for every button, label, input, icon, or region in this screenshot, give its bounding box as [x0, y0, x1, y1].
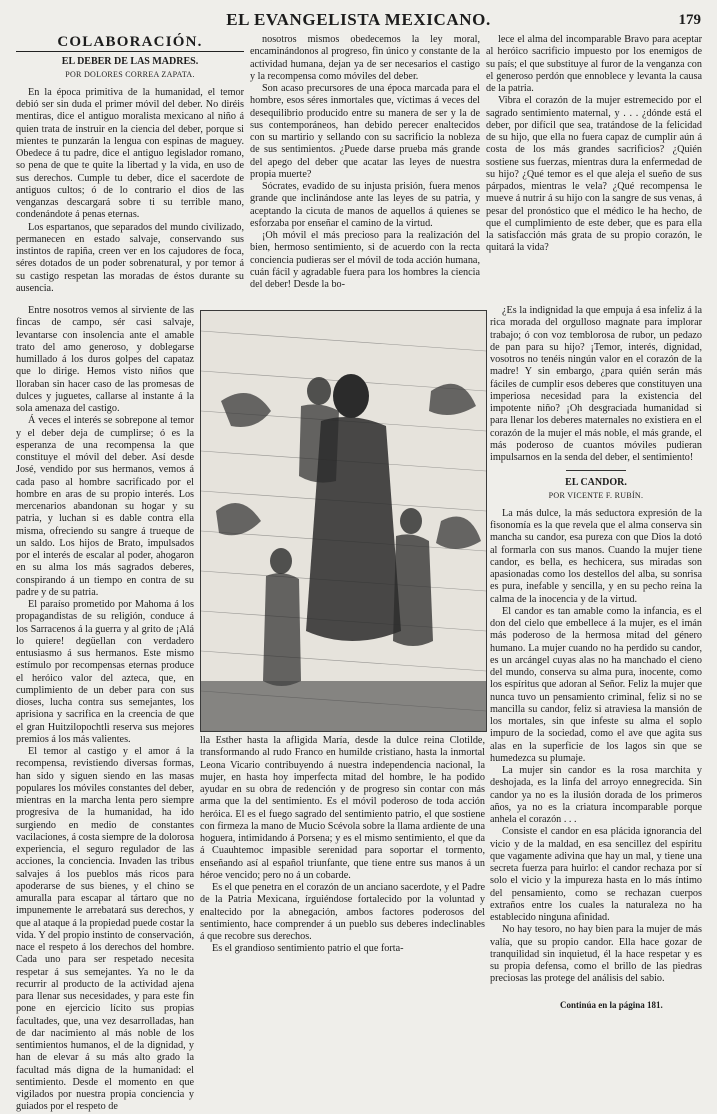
paragraph: Es el grandioso sentimiento patrio el que forta-: [212, 943, 404, 955]
paragraph: Entre nosotros vemos al sirviente de las fincas de campo, sér casi salvaje, levantarse con insolencia ante el amable trato del amo generoso, y doblegarse humillado á los duros golpes del capataz que lo dirige. Hemos visto niños que lloraban sin hacer caso de las promesas de dulces y juguetes, callarse al instante á la sola amenaza del castigo.: [16, 305, 194, 414]
column-1-continued: [16, 305, 194, 1114]
continued-note: Continúa en la página 181.: [560, 1000, 663, 1010]
paragraph: Sócrates, evadido de su injusta prisión, fuera menos grande que inclinándose ante las leyes de su patria, y aceptando la cicuta de manos de aquellos á quienes se esforzaba por enseñar el camino de la virtud.: [250, 181, 480, 229]
paragraph: Vibra el corazón de la mujer estremecido por el sagrado sentimiento maternal, y . . . ¿dónde está el deber, por difícil que sea, tratándose de la felicidad de su hijo, que ella no fuera capaz de cumplir aún á costa de los más grandes sacrificios? ¿Quién sostiene sus fuerzas, mientras dura la enfermedad de su hijo? ¿Qué temor es el que aleja el sueño de sus párpados, mientras le vela? ¿Qué recompensa le mueve á nutrir á su hijo con la sangre de sus venas, á pesar del pronóstico que el médico le ha hecho, de que el cumplimiento de este deber, que es para ella la satisfacción más grata de su propio corazón, le quitará la vida?: [486, 95, 702, 254]
newspaper-title: EL EVANGELISTA MEXICANO.: [226, 10, 491, 29]
paragraph: Los espartanos, que separados del mundo civilizado, permanecen en estado salvaje, conservando sus instintos de rapiña, creen ver en los cajudores de foca, séres dotados de un poder sobrenatural, y por temor á su castigo respetan las moradas de éstos durante su ausencia.: [16, 221, 244, 294]
column-2-continued: [200, 735, 485, 956]
article-title: EL CANDOR.: [565, 477, 627, 489]
page-number: 179: [678, 12, 701, 28]
paragraph: El temor al castigo y el amor á la recompensa, revistiendo diversas formas, han sido y siguen siendo en las masas populares los móviles constantes del deber, mientras en la marcha lenta pero siempre progresiva de la humanidad, ha ido surgiendo en medio de constantes vacilaciones, á costa siempre de la dolorosa experiencia, el seguro regulador de las acciones, la conciencia. Invaden las tribus salvajes á los pueblos más ricos para apoderarse de sus bienes, y el chino se amuralla para escapar al tártaro que no impunemente le arrebatará sus derechos, y que al ataque á la propiedad puede costar la vida. Y del propio instinto de conservación, nace el respeto á los derechos del hombre. Cada uno para ser respetado necesita respetar á sus semejantes. Ya no le da recurrir al producto de la actividad ajena para llenar sus necesidades, y para este fin pone en ejercicio lícito sus propias facultades, que, una vez desarrolladas, han de dar nacimiento al más noble de los sentimientos humanos, el de la dignidad, y han de elevar á su más alto grado la facultad más digna de la humanidad: el sentimiento. Desde el momento en que vigilados por nuestra propia conciencia y guiados por el respeto de: [16, 746, 194, 1113]
paragraph: El candor es tan amable como la infancia, es el don del cielo que embellece á la mujer, es el imán más poderoso de la hermosa mitad del género humano. La mujer cuando no ha perdido su candor, es un arcángel cuyas alas no ha manchado el cieno del mundo, conserva su alma pura, inocente, como los espíritus que adoran al Señor. Feliz la mujer que nunca tuvo un pensamiento criminal, feliz si no se mancilla su candor, feliz si atraviesa la mansión de los mortales, sin que infeste su alma el soplo impuro de la sociedad, como el ave que agita sus alas en la superficie de los lagos sin que se humedezca su plumaje.: [490, 605, 702, 764]
paragraph: No hay tesoro, no hay bien para la mujer de más valía, que su propio candor. Ella hace gozar de tranquilidad sin inquietud, él la hace respetar y es su propia defensa, como el brillo de las piedras preciosas las protege del análisis del sabio.: [490, 924, 702, 985]
paragraph: Á veces el interés se sobrepone al temor y el deber deja de cumplirse; ó es la esperanza de una recompensa la que constituye el móvil del deber. Así desde José, vendido por sus hermanos, vemos á cada paso al hombre sacrificado por el hombre en aras de su propio interés. Los mercenarios abandonan su hogar y su patria, y luchan si es dable contra ella misma, ofreciendo su sangre á trueque de un saldo. Los hijos de Brato, impulsados por el interés de escalar al poder, ahogaron en su alma los más sagrados deberes, conspirando á un tiempo en contra de su padre y de su patria.: [16, 415, 194, 598]
article-byline: POR VICENTE F. RUBÍN.: [548, 490, 644, 500]
article-title: EL DEBER DE LAS MADRES.: [61, 56, 199, 68]
paragraph: Son acaso precursores de una época marcada para el hombre, esos séres inmortales que, víctimas á veces del desequilibrio producido entre su manera de ser y la de sus contemporáneos, han debido perecer enaltecidos con su martirio y sellando con su sacrificio la nobleza de sus sentimientos. ¿Puede darse prueba más grande del apego del deber que acatar las leyes de nuestra propia muerte?: [250, 83, 480, 180]
paragraph: Consiste el candor en esa plácida ignorancia del vicio y de la maldad, en esa sencillez del espíritu que vagamente adivina que hay un mal, y tiene una secreta fuerza para huirlo: el candor rechaza por sí solo el vicio y la impureza hasta en lo más íntimo del pensamiento, como se rechazan cuerpos extraños entre los cuales la naturaleza no ha establecido ninguna afinidad.: [490, 826, 702, 923]
article-byline: POR DOLORES CORREA ZAPATA.: [65, 69, 195, 79]
paragraph: En la época primitiva de la humanidad, el temor debió ser sin duda el primer móvil del deber. No diréis mentiras, dice el antiguo moralista mexicano al niño á quien trata de instruir en la ciencia del deber, porque si mientes te punzarán la lengua con espinas de maguey. Obedece á tu padre, dice el antiguo legislador romano, so pena de que te quite la libertad y la vida, en uso de sus derechos. Cumple tu deber, dice el sacerdote de antiguos cultos; ó de lo contrario el dios de las venganzas descargará sobre ti su terrible mano, condenándote á penas eternas.: [16, 86, 244, 221]
column-2: [250, 34, 480, 291]
divider: [566, 470, 626, 471]
masthead: [0, 10, 717, 36]
column-1: [16, 34, 244, 295]
paragraph: El paraíso prometido por Mahoma á los propagandistas de su religión, conduce á los Sarracenos á la guerra y al grito de ¡Alá lo quiere! degüellan con verdadero entusiasmo á sus hermanos. Este mismo estímulo por recompensas eternas produce el heróico valor del azteca, que, en cumplimiento de un deber para con sus dioses, lucha contra sus semejantes, los aprisiona y sacrifica en la creencia de que el gran Huitzilopochtli reserva sus mejores premios á los más valientes.: [16, 599, 194, 745]
paragraph: ¡Oh móvil el más precioso para la realización del bien, hermoso sentimiento, si de acuerdo con la recta conciencia pudieras ser el móvil de toda acción humana, cuán fácil y agradable fuera para los hombres la ciencia del deber! Desde la bo-: [250, 230, 480, 290]
section-title: COLABORACIÓN.: [16, 34, 244, 52]
mother-and-children-engraving: [201, 311, 486, 731]
paragraph: Es el que penetra en el corazón de un anciano sacerdote, y el Padre de la Patria Mexicana, írguiéndose fortalecido por la voluntad y enaltecido por la abnegación, ambos factores poderosos del sentimiento, hace comprender á un pueblo sus deberes indeclinables á que recobre sus derechos.: [200, 882, 485, 942]
paragraph: La mujer sin candor es la rosa marchita y deshojada, es la linfa del arroyo ennegrecida. Sin candor ya no es la ilusión dorada de los primeros años, ya no es la criatura incomparable porque anhela el corazón . . .: [490, 765, 702, 825]
column-3: [486, 34, 702, 255]
paragraph: lla Esther hasta la afligida María, desde la dulce reina Clotilde, transformando al rudo Franco en humilde cristiano, hasta la inmortal Leona Vicario contribuyendo á nuestra independencia nacional, la mujer, en hasta hoy imperfecta mitad del hombre, le ha podido ayudar en su obra de redención y de progreso sin contar con más arma que la del sentimiento. Es el móvil poderoso de toda acción heróica. El es el fuego sagrado del sentimiento patrio, el que sostiene con firmeza la mano de Mucio Scévola sobre la llama ardiente de una hoguera, intimidando á Porsena; y es el mismo sentimiento, el que da á Cuauhtemoc impasible serenidad para soportar el tormento, enseñando así al español triunfante, que tiene entre sus manos á un héroe vencido; pero no á un cobarde.: [200, 735, 485, 881]
paragraph: ¿Es la indignidad la que empuja á esa infeliz á la rica morada del orgulloso magnate para implorar trabajo; ó con voz temblorosa de rubor, un pedazo de pan para su hijo? ¡Temor, interés, dignidad, vosotros no tenéis ningún valor en el corazón de la madre! Y sin embargo, ¿para quién serán más fáciles de cumplir esos deberes que constituyen una imperiosa necesidad para la existencia del impotente niño? ¡Oh desgraciada humanidad si para llenar los deberes maternales no existiera en el corazón de la mujer el más noble, el más grande, el más poderoso de cuantos móviles pudieran impulsarnos en la senda del deber, el sentimiento!: [490, 305, 702, 463]
paragraph: lece el alma del incomparable Bravo para aceptar al heróico sacrificio impuesto por los enemigos de su país; el que substituye al furor de la venganza con el generoso perdón que ennoblece y levanta la causa de la patria.: [486, 34, 702, 94]
column-3-continued: [490, 305, 702, 986]
paragraph: La más dulce, la más seductora expresión de la fisonomía es la que revela que el alma conserva sin mancha su candor, esa pureza con que Dios la dotó al formarla con sus manos. Cuando la mujer tiene candor, es bella, es hechicera, sus miradas son apasionadas como los destellos del alba, su sonrisa es pura, inefable y sencilla, y en su pecho reina la calma de la inocencia y de la virtud.: [490, 507, 702, 605]
paragraph: nosotros mismos obedecemos la ley moral, encaminándonos al progreso, fin único y constante de la actividad humana, dejan ya de ser necesarios el castigo y la recompensa como móviles del deber.: [250, 34, 480, 82]
engraving-illustration: [200, 310, 487, 732]
